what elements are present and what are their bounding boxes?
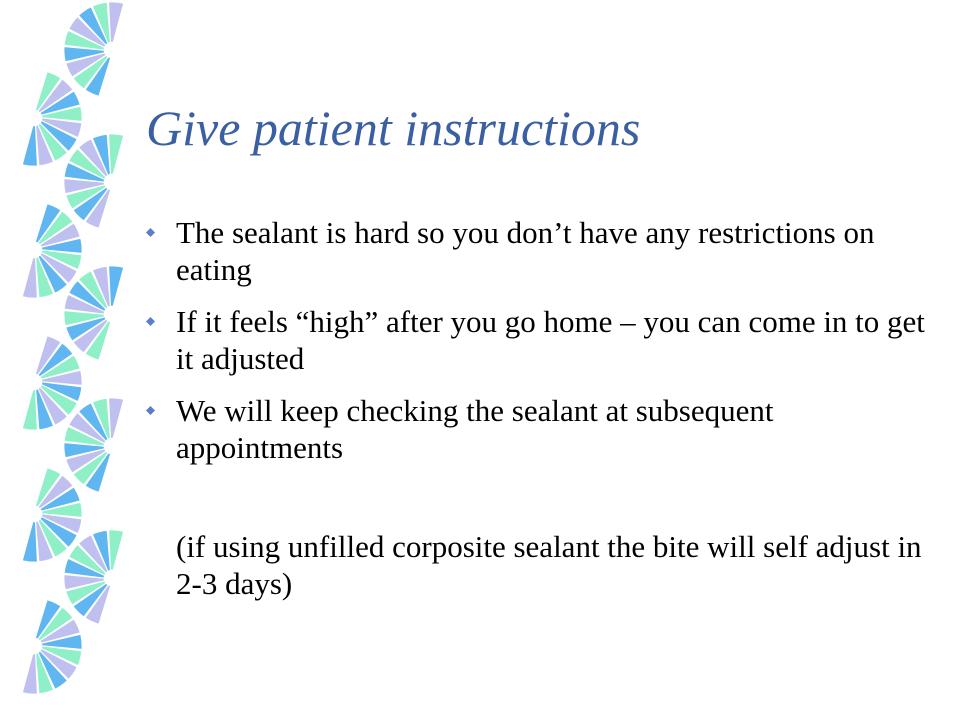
fan-cluster — [64, 530, 124, 624]
fan-blade — [109, 266, 124, 306]
fan-blade — [109, 530, 124, 570]
bullet-text: The sealant is hard so you don’t have any restrictions on eating — [176, 215, 875, 287]
pinwheel-fan-border-art — [0, 0, 140, 720]
fan-cluster — [22, 336, 82, 430]
fan-blade — [109, 2, 124, 42]
bullet-text: We will keep checking the sealant at subsequent appointments — [176, 393, 774, 465]
fan-cluster — [64, 398, 124, 492]
fan-blade — [22, 258, 37, 298]
fan-blade — [22, 654, 37, 694]
fan-cluster — [64, 266, 124, 360]
fan-cluster — [64, 134, 124, 228]
bullet-item — [146, 214, 926, 288]
diamond-bullet-icon — [146, 317, 155, 326]
bullet-item — [146, 303, 926, 377]
bullet-text: If it feels “high” after you go home – you can come in to get it adjusted — [176, 304, 925, 376]
fan-cluster — [64, 2, 124, 96]
fan-cluster — [22, 468, 82, 562]
fan-blade — [109, 398, 124, 438]
diamond-bullet-icon — [146, 228, 155, 237]
fan-blade — [22, 522, 37, 562]
bullet-list — [146, 214, 926, 481]
fan-cluster — [22, 600, 82, 694]
fan-blade — [22, 126, 37, 166]
diamond-bullet-icon — [146, 406, 155, 415]
note-text: (if using unfilled corposite sealant the bite will self adjust in 2-3 days) — [176, 529, 922, 601]
fan-cluster — [22, 204, 82, 298]
bullet-item — [146, 392, 926, 466]
fan-cluster — [22, 72, 82, 166]
slide-title: Give patient instructions — [146, 100, 641, 156]
fan-blade — [22, 390, 37, 430]
fan-blade — [109, 134, 124, 174]
